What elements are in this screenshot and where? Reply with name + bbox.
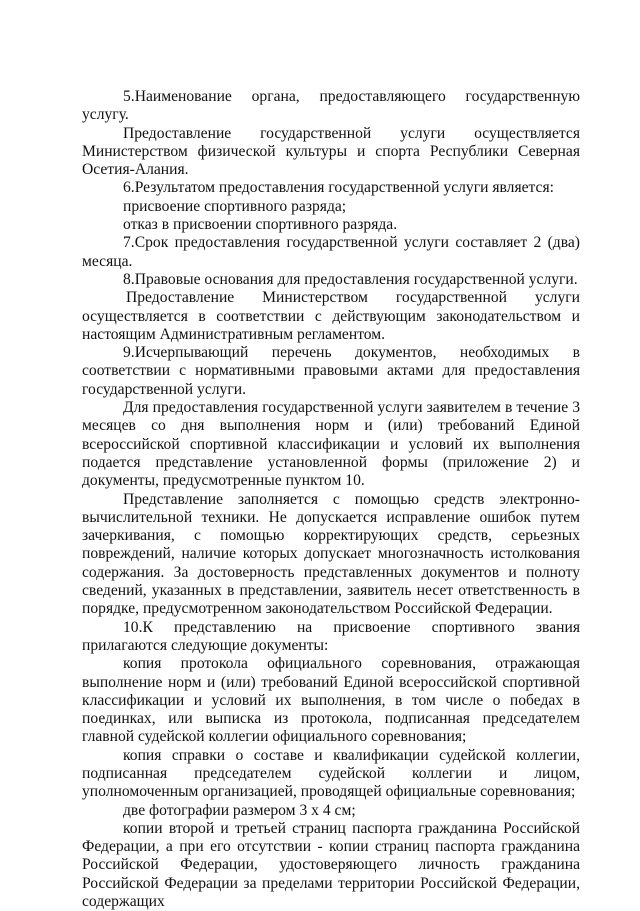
section-5-body: Предоставление государственной услуги осуществляется Министерством физической культуры и спорта Республики Северная Осетия-Алания. [82,124,580,179]
section-10-item-photos: две фотографии размером 3 х 4 см; [123,801,356,819]
section-9-requirements: Представление заполняется с помощью средств электронно-вычислительной техники. Не допускается исправление ошибок путем зачеркивания, с помощью корректирующих средств, серьезных повреждений, наличие которых допускает многозначность истолкования содержания. За достоверность представленных документов и полноту сведений, указанных в представлении, заявитель несет ответственность в порядке, предусмотренном законодательством Российской Федерации. [82,490,580,618]
section-6-item-2: отказ в присвоении спортивного разряда. [123,216,398,234]
document-body [82,88,580,911]
section-7-paragraph: 7.Срок предоставления государственной услуги составляет 2 (два) месяца. [82,234,580,270]
section-9-heading: 9.Исчерпывающий перечень документов, необходимых в соответствии с нормативными правовыми актами для предоставления государственной услуги. [82,344,580,398]
section-8-heading: 8.Правовые основания для предоставления государственной услуги. [123,270,578,288]
section-9-body: Для предоставления государственной услуги заявителем в течение 3 месяцев со дня выполнения норм и (или) требований Единой всероссийской спортивной классификации и условий их выполнения подается представление установленной формы (приложение 2) и документы, предусмотренные пунктом 10. [82,399,580,490]
section-6-heading: 6.Результатом предоставления государственной услуги является: [123,179,554,197]
section-6-item-1: присвоение спортивного разряда; [123,197,347,215]
section-10-heading: 10.К представлению на присвоение спортивного звания прилагаются следующие документы: [82,618,580,654]
section-5-heading: 5.Наименование органа, предоставляющего государственную услугу. [82,88,580,124]
section-8-body: Предоставление Министерством государственной услуги осуществляется в соответствии с действующим законодательством и настоящим Административным регламентом. [82,289,580,343]
section-10-item-protocol: копия протокола официального соревнования, отражающая выполнение норм и (или) требований Единой всероссийской спортивной классификации и условий их выполнения, в том числе о победах в поединках, или выписка из протокола, подписанная председателем главной судейской коллегии официального соревнования; [82,655,580,746]
section-10-item-passport: копии второй и третьей страниц паспорта гражданина Российской Федерации, а при его отсутствии - копии страниц паспорта гражданина Российской Федерации, удостоверяющего личность гражданина Российской Федерации за пределами территории Российской Федерации, содержащих [82,819,580,911]
section-10-item-certificate: копия справки о составе и квалификации судейской коллегии, подписанная председателем судейской коллегии и лицом, уполномоченным организацией, проводящей официальные соревнования; [82,746,580,801]
